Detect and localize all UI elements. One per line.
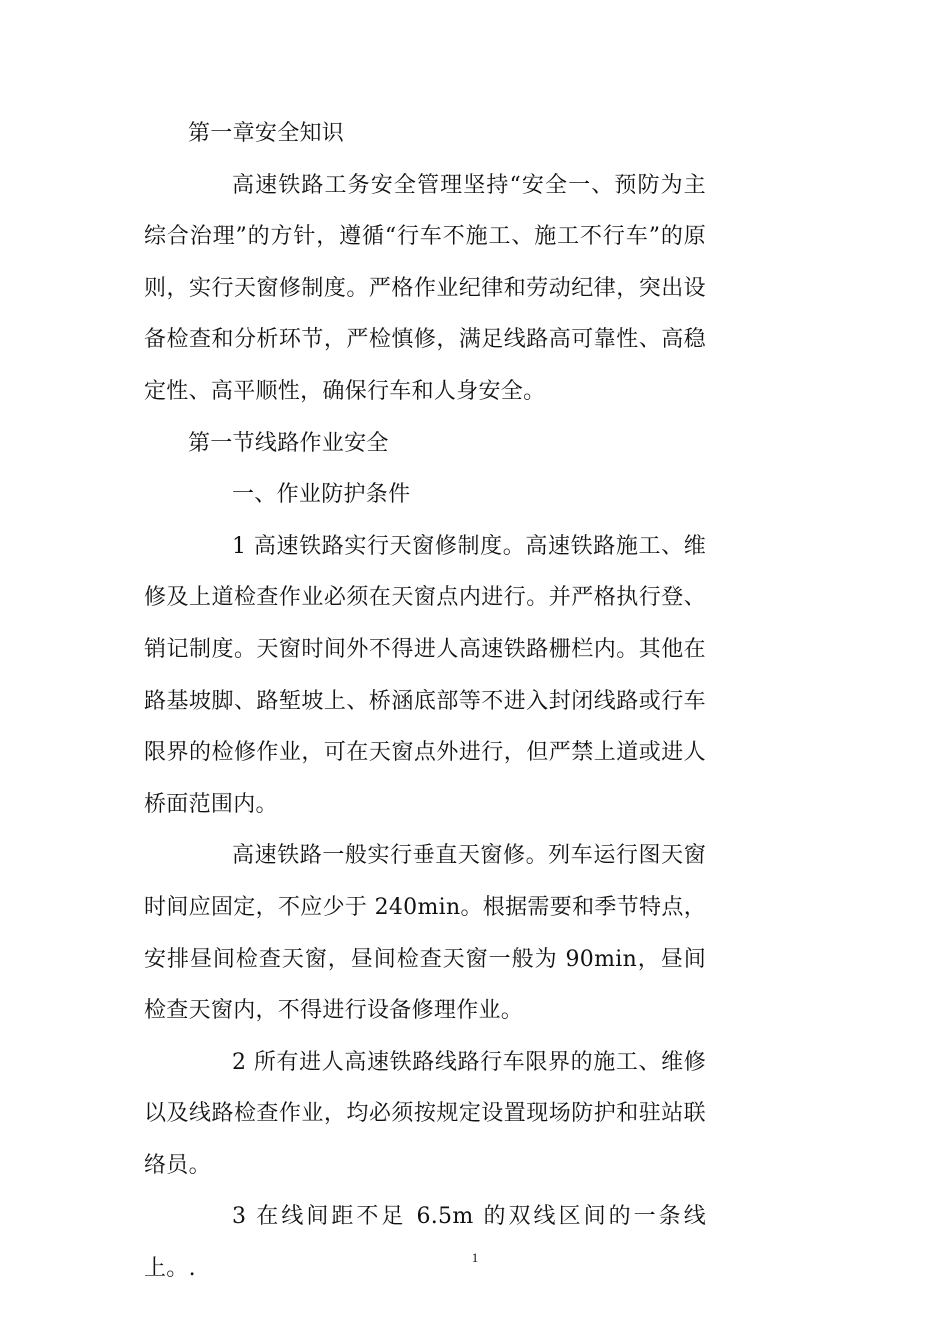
chapter-title: 第一章安全知识: [188, 121, 345, 146]
paragraph-1: 1 高速铁路实行天窗修制度。高速铁路施工、维修及上道检查作业必须在天窗点内进行。并严格执行登、销记制度。天窗时间外不得进人高速铁路栅栏内。其他在路基坡脚、路堑坡上、桥涵底部等不进入封闭线路或行车限界的检修作业，可在天窗点外进行，但严禁上道或进人桥面范围内。: [144, 533, 706, 817]
section-title: 第一节线路作业安全: [188, 430, 389, 456]
document-body: [144, 108, 706, 1295]
page-number: 1: [471, 1250, 479, 1265]
subsection-title: 一、作业防护条件: [232, 482, 411, 508]
intro-paragraph: 高速铁路工务安全管理坚持“安全一、预防为主综合治理”的方针，遵循“行车不施工、施工不行车”的原则，实行天窗修制度。严格作业纪律和劳动纪律，突出设备检查和分析环节，严检慎修，满足线路高可靠性、高稳定性、高平顺性，确保行车和人身安全。: [144, 172, 706, 404]
paragraph-4: 3 在线间距不足 6.5m 的双线区间的一条线上。.: [144, 1204, 706, 1282]
paragraph-3: 2 所有进人高速铁路线路行车限界的施工、维修以及线路检查作业，均必须按规定设置现场防护和驻站联络员。: [144, 1049, 706, 1178]
paragraph-2: 高速铁路一般实行垂直天窗修。列车运行图天窗时间应固定，不应少于 240min。根据需要和季节特点，安排昼间检查天窗，昼间检查天窗一般为 90min，昼间检查天窗内，不得进行设备修理作业。: [144, 843, 706, 1024]
